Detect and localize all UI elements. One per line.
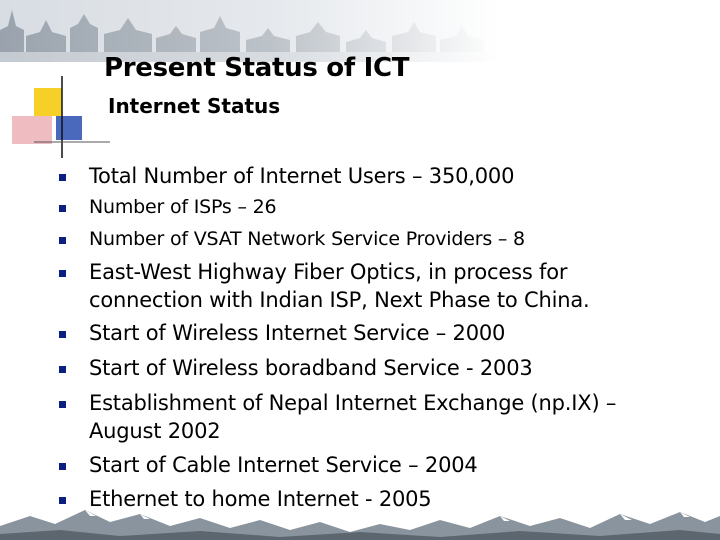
bullet-text: Start of Wireless Internet Service – 2000 xyxy=(89,321,506,345)
slide-subtitle: Internet Status xyxy=(108,94,281,118)
bullet-marker-icon xyxy=(59,366,66,373)
bullet-text-line-2: August 2002 xyxy=(89,419,221,443)
bullet-text: Ethernet to home Internet - 2005 xyxy=(89,487,432,511)
bullet-marker-icon xyxy=(59,331,66,338)
bullet-text: Start of Cable Internet Service – 2004 xyxy=(89,453,478,477)
bullet-marker-icon xyxy=(59,463,66,470)
bullet-text-line-1: Establishment of Nepal Internet Exchange (np.IX) – xyxy=(89,391,617,415)
bullet-text-line-2: connection with Indian ISP, Next Phase to China. xyxy=(89,288,590,312)
bullet-text-line-1: East-West Highway Fiber Optics, in process for xyxy=(89,260,568,284)
bullet-marker-icon xyxy=(59,497,66,504)
bullet-marker-icon xyxy=(59,174,66,181)
bullet-text: Total Number of Internet Users – 350,000 xyxy=(89,164,515,188)
bullet-marker-icon xyxy=(59,237,66,244)
bullet-text: Number of ISPs – 26 xyxy=(89,196,277,218)
bullet-marker-icon xyxy=(59,205,66,212)
bullet-text: Number of VSAT Network Service Providers – 8 xyxy=(89,228,525,250)
slide-title: Present Status of ICT xyxy=(104,53,410,83)
bullet-text: Start of Wireless boradband Service - 2003 xyxy=(89,356,533,380)
bullet-marker-icon xyxy=(59,270,66,277)
mountain-range-footer xyxy=(0,504,720,540)
bullet-marker-icon xyxy=(59,401,66,408)
